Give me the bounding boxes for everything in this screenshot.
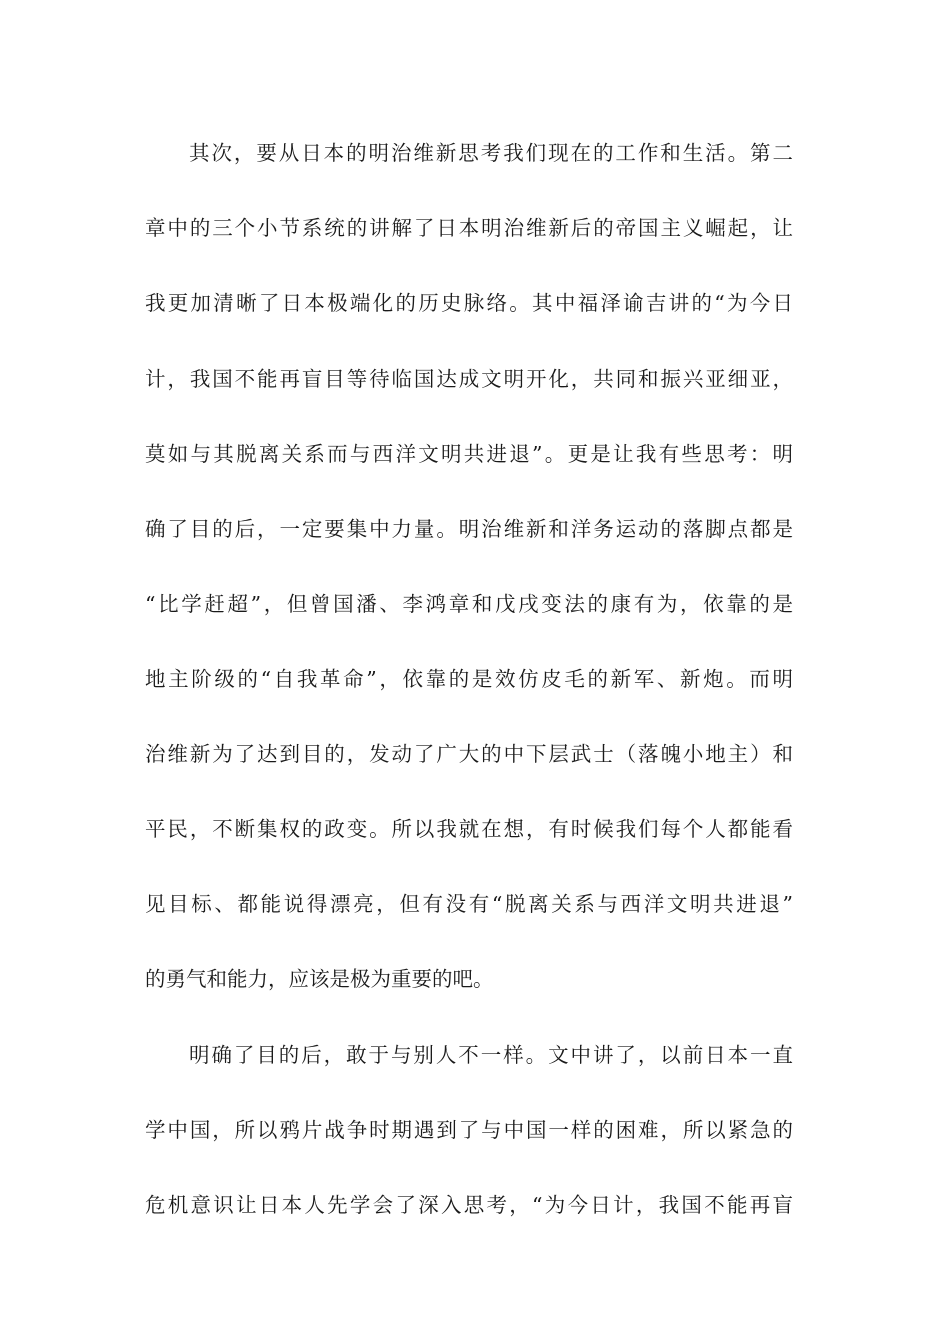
paragraph-1-line-6: 确了目的后，一定要集中力量。明治维新和洋务运动的落脚点都是: [145, 517, 793, 541]
paragraph-2-line-1: 明确了目的后，敢于与别人不一样。文中讲了，以前日本一直: [189, 1043, 793, 1067]
paragraph-1-line-9: 治维新为了达到目的，发动了广大的中下层武士（落魄小地主）和: [145, 742, 793, 766]
paragraph-1-line-10: 平民，不断集权的政变。所以我就在想，有时候我们每个人都能看: [145, 817, 793, 841]
paragraph-1-line-7: “比学赶超”，但曾国潘、李鸿章和戊戌变法的康有为，依靠的是: [145, 592, 793, 616]
paragraph-1-line-8: 地主阶级的“自我革命”，依靠的是效仿皮毛的新军、新炮。而明: [145, 667, 793, 691]
paragraph-2-line-3: 危机意识让日本人先学会了深入思考，“为今日计，我国不能再盲: [145, 1193, 793, 1217]
paragraph-1-line-12: 的勇气和能力，应该是极为重要的吧。: [145, 967, 494, 991]
paragraph-1-line-3: 我更加清晰了日本极端化的历史脉络。其中福泽谕吉讲的“为今日: [145, 291, 793, 315]
paragraph-1-line-11: 见目标、都能说得漂亮，但有没有“脱离关系与西洋文明共进退”: [145, 892, 793, 916]
paragraph-1-line-1: 其次，要从日本的明治维新思考我们现在的工作和生活。第二: [189, 141, 793, 165]
paragraph-2-line-2: 学中国，所以鸦片战争时期遇到了与中国一样的困难，所以紧急的: [145, 1118, 793, 1142]
paragraph-1-line-4: 计，我国不能再盲目等待临国达成文明开化，共同和振兴亚细亚，: [145, 367, 793, 391]
paragraph-1-line-5: 莫如与其脱离关系而与西洋文明共进退”。更是让我有些思考：明: [145, 442, 793, 466]
paragraph-1-line-2: 章中的三个小节系统的讲解了日本明治维新后的帝国主义崛起，让: [145, 216, 793, 240]
